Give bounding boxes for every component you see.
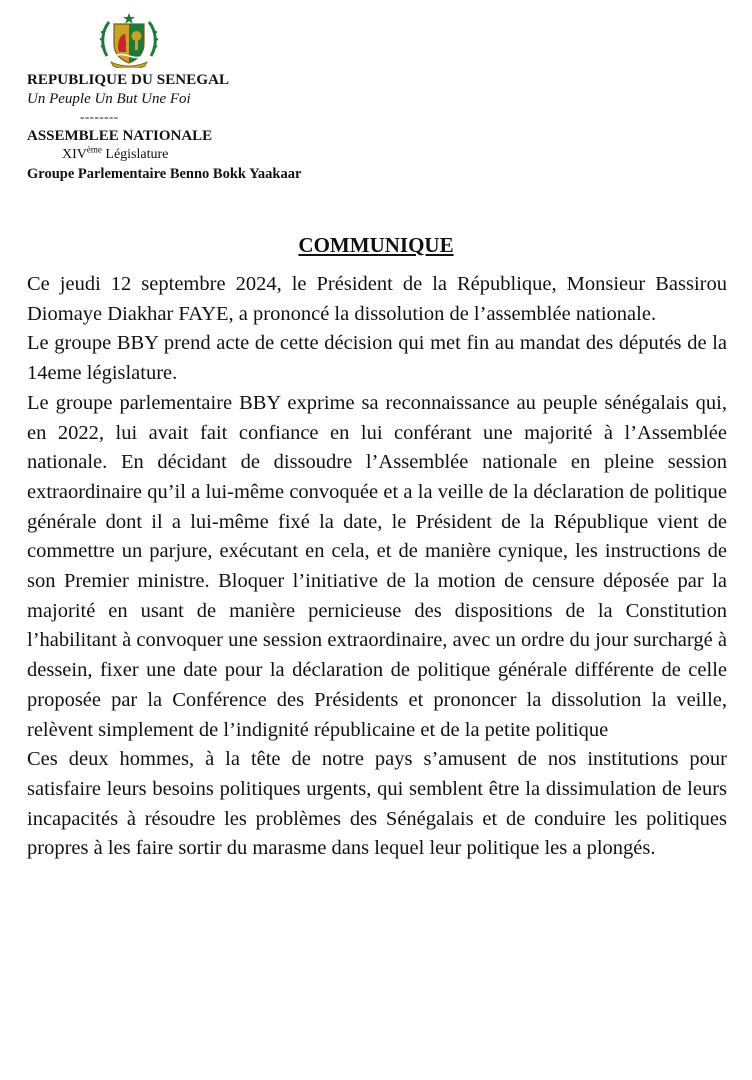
legislature-label [62, 144, 169, 163]
paragraph: Ces deux hommes, à la tête de notre pays s’amusent de nos institutions pour satisfaire leurs besoins politiques urgents, qui semblent être la dissimulation de leurs incapacités à résoudre les problèmes des Sénégalais et de conduire les politiques propres à les faire sortir du marasme dans lequel leur politique les a plongés. [27, 748, 727, 860]
header-separator: -------- [80, 109, 119, 124]
parliamentary-group: Groupe Parlementaire Benno Bokk Yaakaar [27, 166, 302, 182]
paragraph: Ce jeudi 12 septembre 2024, le Président de la République, Monsieur Bassirou Diomaye Diakhar FAYE, a prononcé la dissolution de l’assemblée nationale. [27, 273, 727, 325]
paragraph: Le groupe parlementaire BBY exprime sa reconnaissance au peuple sénégalais qui, en 2022, lui avait fait confiance en lui conférant une majorité à l’Assemblée nationale. En décidant de dissoudre l’Assemblée nationale en pleine session extraordinaire qu’il a lui-même convoquée et a la veille de la déclaration de politique générale dont il a lui-même fixé la date, le Président de la République vient de commettre un parjure, exécutant en cela, et de manière cynique, les instructions de son Premier ministre. Bloquer l’initiative de la motion de censure déposée par la majorité en usant de manière pernicieuse des dispositions de la Constitution l’habilitant à convoquer une session extraordinaire, avec un ordre du jour surchargé à dessein, fixer une date pour la déclaration de politique générale différente de celle proposée par la Conférence des Présidents et prononcer la dissolution la veille, relèvent simplement de l’indignité républicaine et de la petite politique [27, 391, 727, 741]
communique-body [27, 270, 727, 864]
legislature-word: Législature [101, 147, 169, 162]
document-title: COMMUNIQUE [298, 233, 454, 257]
country-name: REPUBLIQUE DU SENEGAL [27, 72, 230, 88]
legislature-suffix: ème [86, 144, 102, 155]
assembly-name: ASSEMBLEE NATIONALE [27, 128, 213, 144]
paragraph: Le groupe BBY prend acte de cette décision qui met fin au mandat des députés de la 14eme législature. [27, 332, 727, 385]
national-motto: Un Peuple Un But Une Foi [27, 91, 191, 107]
legislature-numeral: XIV [62, 147, 87, 162]
senegal-coat-of-arms-icon [99, 12, 159, 68]
